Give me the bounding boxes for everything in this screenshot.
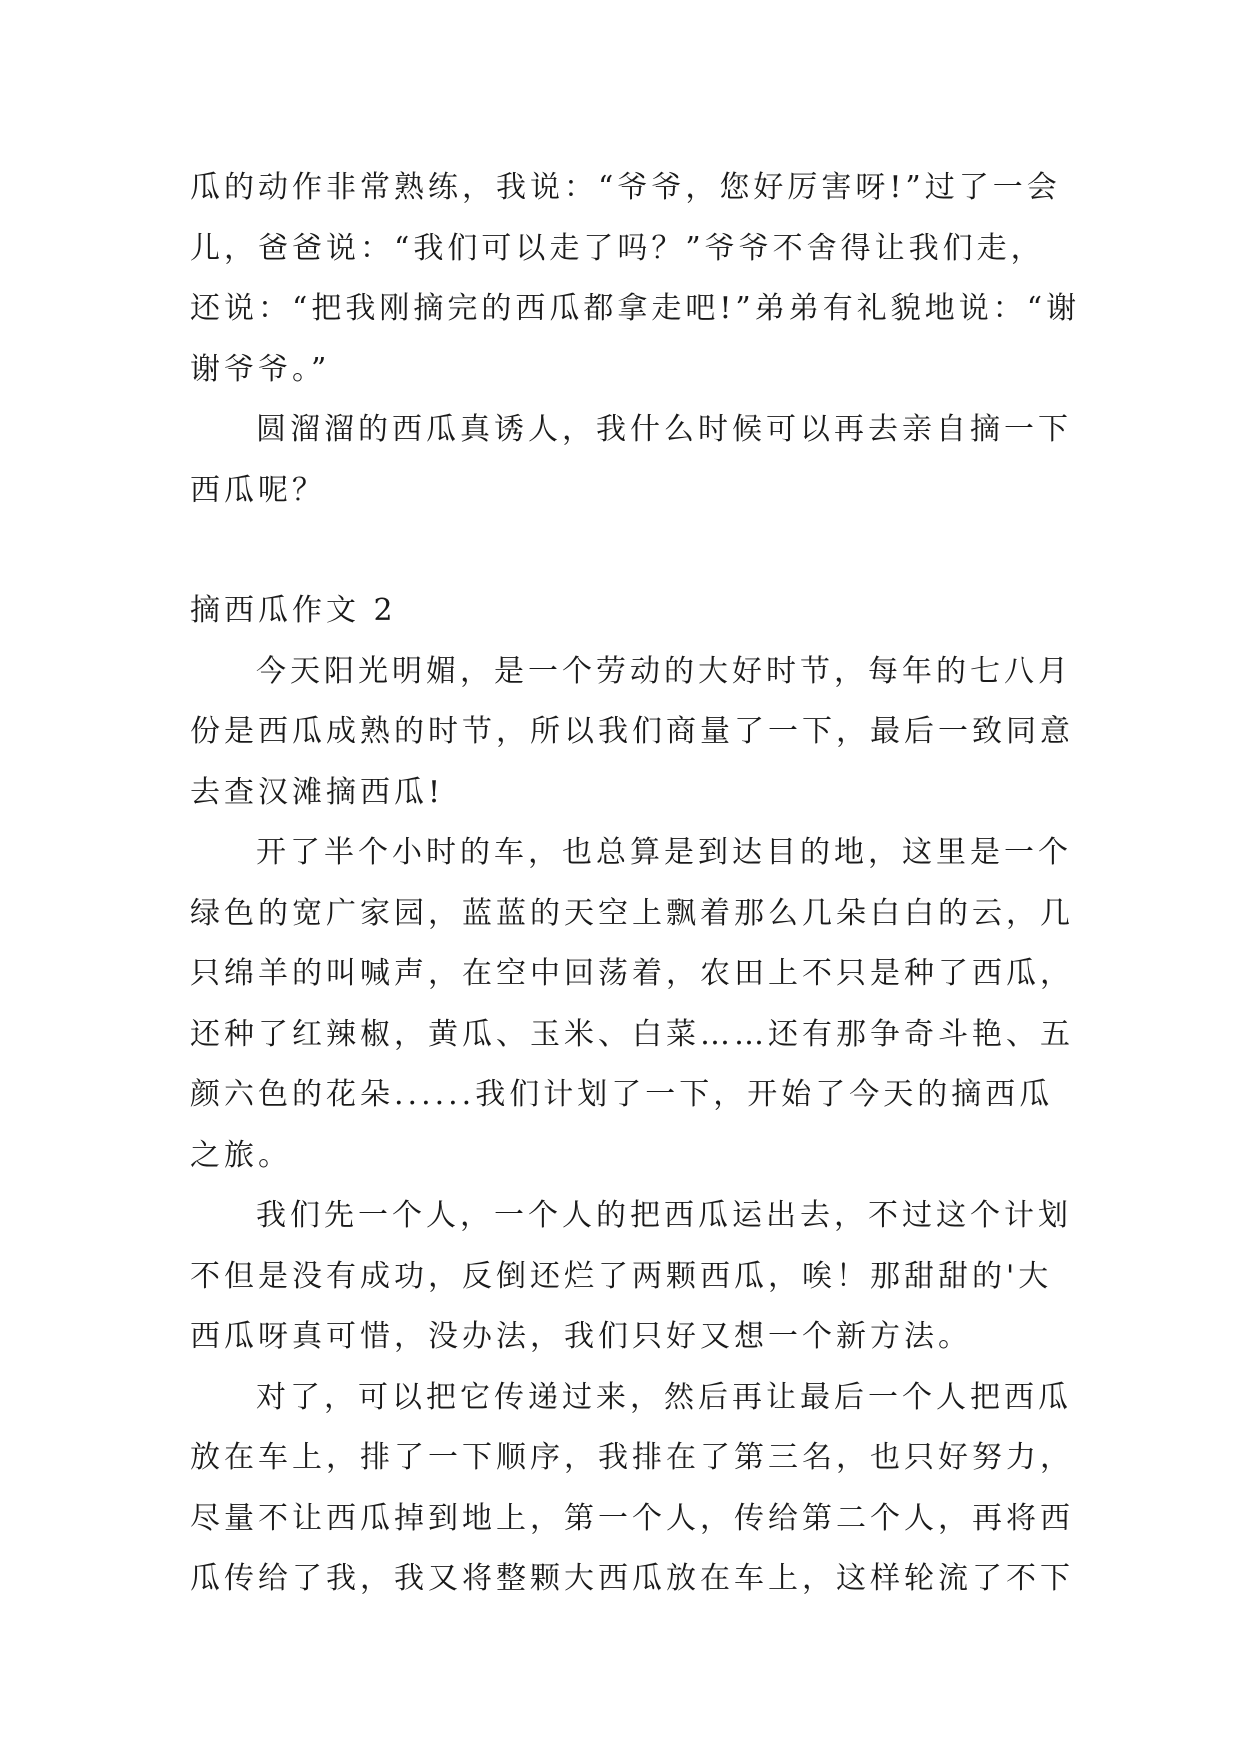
text-line: 谢爷爷。” (190, 351, 331, 387)
text-line: 绿色的宽广家园，蓝蓝的天空上飘着那么几朵白白的云，几 (190, 895, 1074, 931)
text-line: 瓜的动作非常熟练，我说：“爷爷，您好厉害呀!”过了一会 (190, 170, 1061, 205)
text-line: 去查汉滩摘西瓜! (190, 774, 445, 810)
paragraph (190, 642, 1074, 824)
paragraph (190, 158, 1081, 400)
text-line: 我们先一个人，一个人的把西瓜运出去，不过这个计划 (256, 1198, 1072, 1233)
text-line: 份是西瓜成熟的时节，所以我们商量了一下，最后一致同意 (190, 714, 1074, 749)
text-line: 圆溜溜的西瓜真诱人，我什么时候可以再去亲自摘一下 (256, 412, 1072, 447)
text-line: 西瓜呀真可惜，没办法，我们只好又想一个新方法。 (190, 1319, 972, 1354)
paragraph (190, 1368, 1074, 1610)
paragraph (190, 1186, 1072, 1368)
text-line: 儿，爸爸说：“我们可以走了吗？”爷爷不舍得让我们走， (190, 230, 1045, 266)
text-line: 今天阳光明媚，是一个劳动的大好时节，每年的七八月 (256, 653, 1072, 689)
text-line: 不但是没有成功，反倒还烂了两颗西瓜，唉！那甜甜的'大 (190, 1258, 1053, 1294)
paragraph (190, 823, 1074, 1186)
text-line: 还种了红辣椒，黄瓜、玉米、白菜……还有那争奇斗艳、五 (190, 1016, 1074, 1052)
section-heading: 摘西瓜作文 2 (190, 593, 397, 628)
text-line: 还说：“把我刚摘完的西瓜都拿走吧!”弟弟有礼貌地说：“谢 (190, 291, 1081, 326)
text-line: 只绵羊的叫喊声，在空中回荡着，农田上不只是种了西瓜， (190, 956, 1074, 991)
document-body (190, 158, 1081, 1610)
text-line: 颜六色的花朵......我们计划了一下，开始了今天的摘西瓜 (190, 1077, 1054, 1112)
text-line: 放在车上，排了一下顺序，我排在了第三名，也只好努力， (190, 1440, 1074, 1475)
paragraph (190, 400, 1072, 521)
text-line: 之旅。 (190, 1137, 292, 1173)
text-line: 瓜传给了我，我又将整颗大西瓜放在车上，这样轮流了不下 (190, 1561, 1074, 1596)
text-line: 对了，可以把它传递过来，然后再让最后一个人把西瓜 (256, 1379, 1072, 1415)
text-line: 尽量不让西瓜掉到地上，第一个人，传给第二个人，再将西 (190, 1500, 1074, 1536)
text-line: 开了半个小时的车，也总算是到达目的地，这里是一个 (256, 835, 1072, 870)
text-line: 西瓜呢？ (190, 472, 326, 508)
